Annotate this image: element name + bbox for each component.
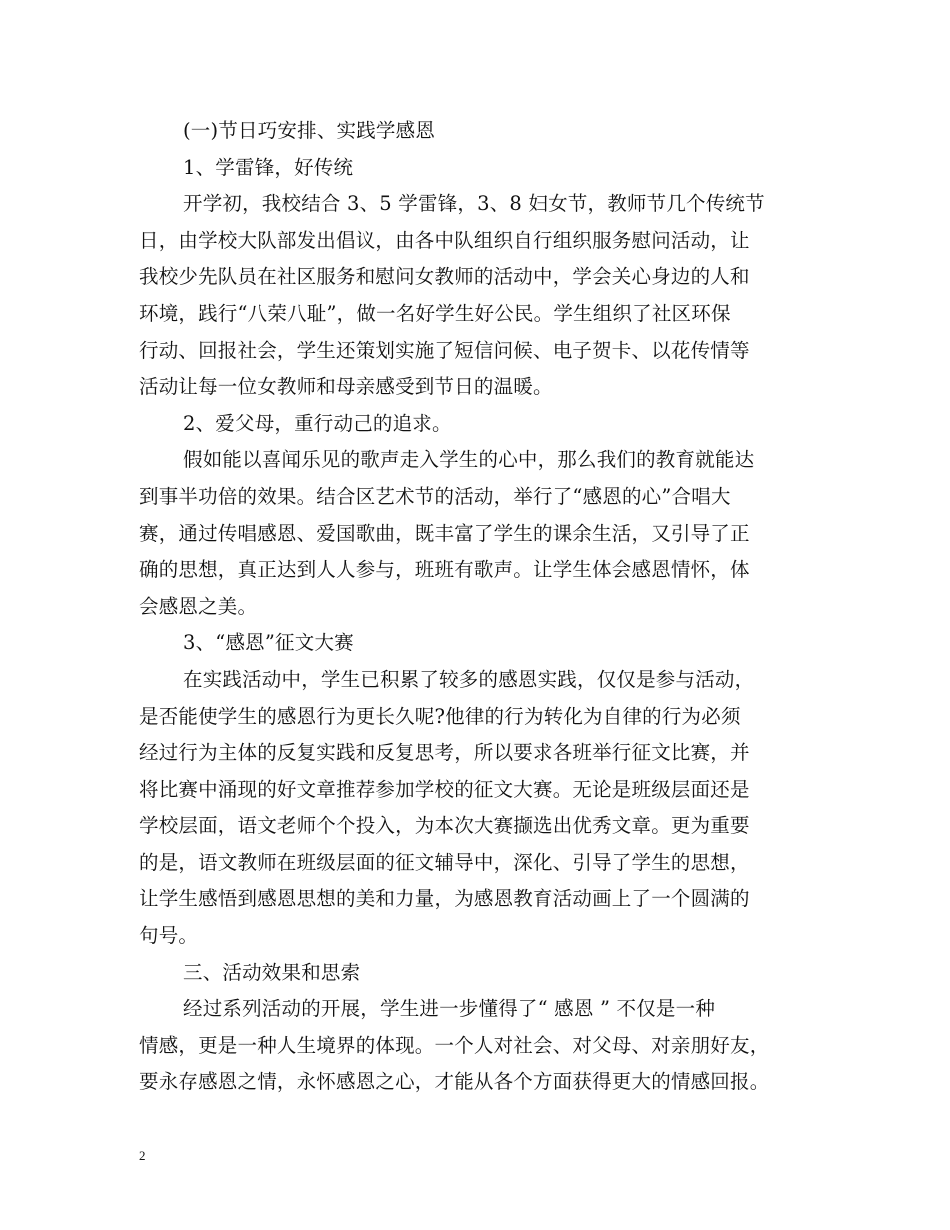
text-line: 情感，更是一种人生境界的体现。一个人对社会、对父母、对亲朋好友， — [139, 1033, 770, 1057]
text-line: 到事半功倍的效果。结合区艺术节的活动，举行了“感恩的心”合唱大 — [139, 484, 731, 508]
text-line: 句号。 — [139, 924, 199, 948]
text-line: 我校少先队员在社区服务和慰问女教师的活动中，学会关心身边的人和 — [139, 265, 750, 289]
text-line: 赛，通过传唱感恩、爱国歌曲，既丰富了学生的课余生活，又引导了正 — [139, 521, 750, 545]
page-number: 2 — [139, 1148, 146, 1163]
text-line: 假如能以喜闻乐见的歌声走入学生的心中，那么我们的教育就能达 — [183, 448, 755, 472]
text-line: 行动、回报社会，学生还策划实施了短信问候、电子贺卡、以花传情等 — [139, 338, 750, 362]
text-line: 1、学雷锋，好传统 — [183, 155, 354, 179]
text-line: 日，由学校大队部发出倡议，由各中队组织自行组织服务慰问活动，让 — [139, 228, 750, 252]
text-line: 在实践活动中，学生已积累了较多的感恩实践，仅仅是参与活动， — [183, 667, 755, 691]
text-line: 学校层面，语文老师个个投入，为本次大赛撷选出优秀文章。更为重要 — [139, 814, 750, 838]
text-line: 三、活动效果和思索 — [183, 960, 361, 984]
text-line: 经过行为主体的反复实践和反复思考，所以要求各班举行征文比赛，并 — [139, 741, 750, 765]
text-line: 要永存感恩之情，永怀感恩之心，才能从各个方面获得更大的情感回报。 — [139, 1070, 770, 1094]
text-line: 将比赛中涌现的好文章推荐参加学校的征文大赛。无论是班级层面还是 — [139, 777, 750, 801]
text-line: 会感恩之美。 — [139, 594, 258, 618]
text-line: 2、爱父母，重行动己的追求。 — [183, 411, 452, 435]
text-line: 让学生感悟到感恩思想的美和力量，为感恩教育活动画上了一个圆满的 — [139, 887, 750, 911]
text-line: 是否能使学生的感恩行为更长久呢?他律的行为转化为自律的行为必须 — [139, 704, 741, 728]
text-line: 经过系列活动的开展，学生进一步懂得了“ 感恩 ” 不仅是一种 — [183, 997, 716, 1021]
text-line: 开学初，我校结合 3、5 学雷锋，3、8 妇女节，教师节几个传统节 — [183, 192, 765, 216]
text-line: 环境，践行“八荣八耻”，做一名好学生好公民。学生组织了社区环保 — [139, 301, 731, 325]
document-body — [139, 113, 829, 1101]
text-line: 活动让每一位女教师和母亲感受到节日的温暖。 — [139, 375, 553, 399]
text-line: (一)节日巧安排、实践学感恩 — [183, 119, 436, 142]
text-line: 3、“感恩”征文大赛 — [183, 631, 354, 655]
text-line: 确的思想，真正达到人人参与，班班有歌声。让学生体会感恩情怀，体 — [139, 558, 750, 582]
text-line: 的是，语文教师在班级层面的征文辅导中，深化、引导了学生的思想， — [139, 850, 750, 874]
